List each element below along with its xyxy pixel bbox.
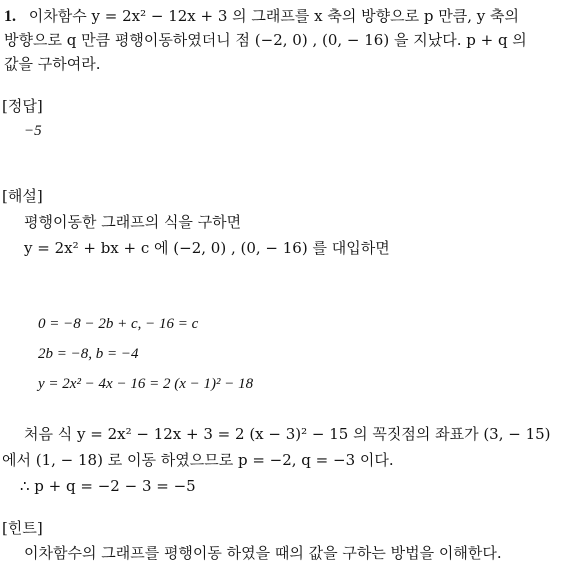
solution-line-4: 에서 (1, − 18) 로 이동 하였으므로 p = −2, q = −3 이다. [2,451,394,469]
solution-line-2: y = 2x² + bx + c 에 (−2, 0) , (0, − 16) 를 대입하면 [24,239,390,257]
problem-line-2: 방향으로 q 만큼 평행이동하였더니 점 (−2, 0) , (0, − 16) 을 지났다. p + q 의 [4,31,527,49]
solution-equation-1: 0 = −8 − 2b + c, − 16 = c [38,316,199,332]
solution-line-1: 평행이동한 그래프의 식을 구하면 [24,213,242,231]
solution-equation-2: 2b = −8, b = −4 [38,346,139,362]
solution-line-3: 처음 식 y = 2x² − 12x + 3 = 2 (x − 3)² − 15 의 꼭짓점의 좌표가 (3, − 15) [24,425,551,443]
solution-equation-3: y = 2x² − 4x − 16 = 2 (x − 1)² − 18 [38,376,254,392]
hint-text: 이차함수의 그래프를 평행이동 하였을 때의 값을 구하는 방법을 이해한다. [24,544,502,562]
answer-value: −5 [24,123,42,139]
problem-line-1: 이차함수 y = 2x² − 12x + 3 의 그래프를 x 축의 방향으로 p 만큼, y 축의 [28,7,519,25]
solution-header: [해설] [2,187,43,205]
problem-statement [4,6,519,27]
solution-conclusion: ∴ p + q = −2 − 3 = −5 [20,477,196,495]
problem-line-3: 값을 구하여라. [4,55,101,73]
problem-number: 1. [4,8,16,25]
answer-header: [정답] [2,97,43,115]
hint-header: [힌트] [2,519,43,537]
